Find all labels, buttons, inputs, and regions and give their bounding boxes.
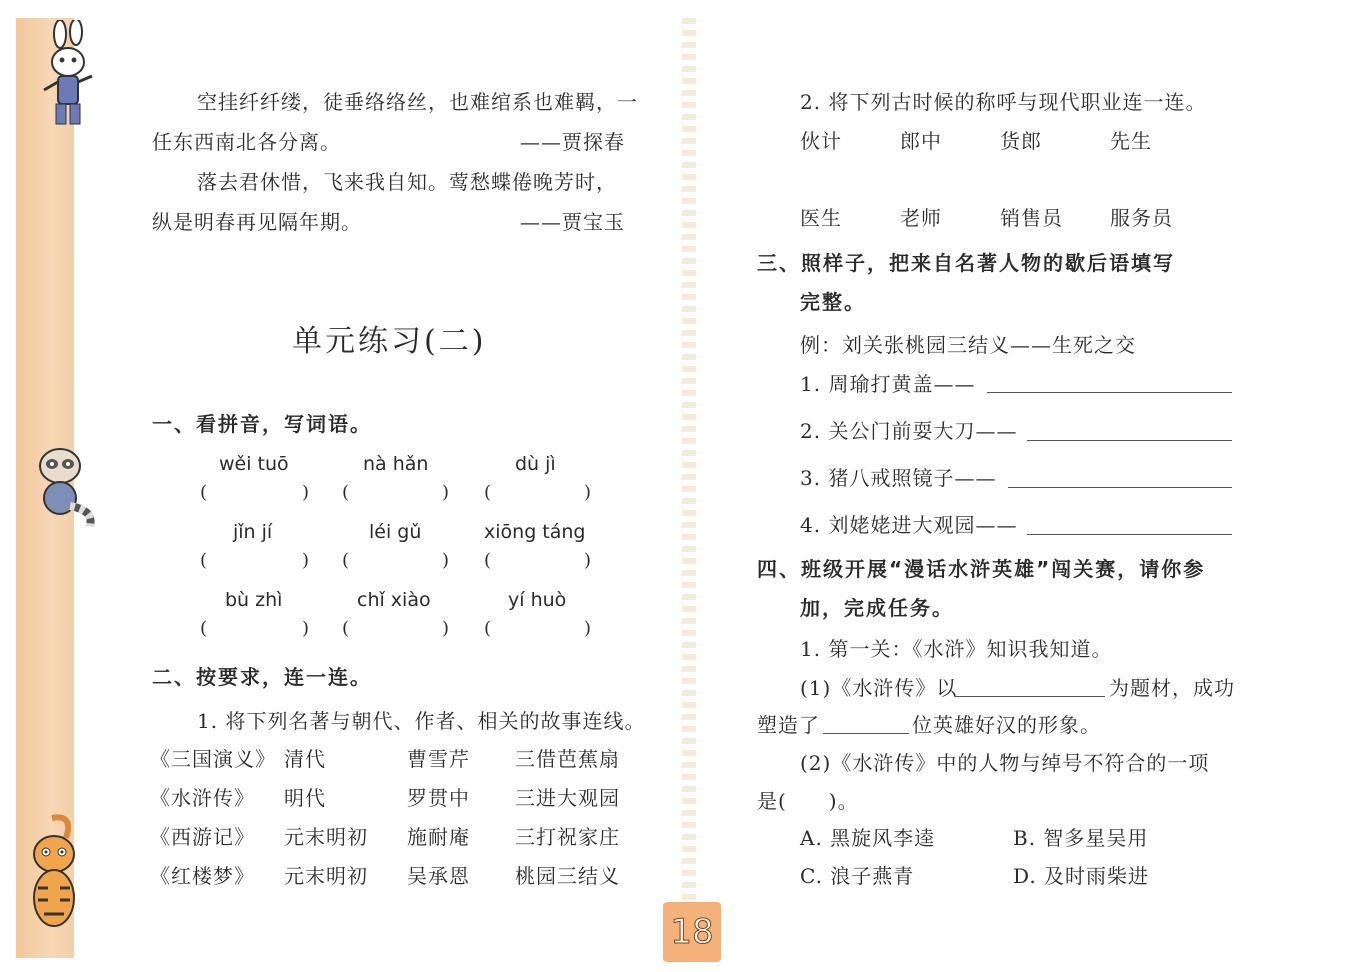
- example-line: 例：刘关张桃园三结义——生死之交: [800, 333, 1136, 357]
- dynasty: 清代: [284, 747, 326, 771]
- poem1-author: ——贾探春: [520, 130, 625, 154]
- ancient-title: 伙计: [800, 129, 842, 153]
- option-b[interactable]: B. 智多星吴用: [1013, 826, 1149, 850]
- answer-box-close: ): [584, 550, 592, 571]
- answer-box-close: ): [442, 482, 450, 503]
- pinyin-r2c1: jǐn jí: [233, 521, 273, 543]
- tiger-cartoon-icon: [24, 814, 86, 934]
- story: 三借芭蕉扇: [515, 747, 620, 771]
- pinyin-r2c3: xiōng táng: [484, 521, 586, 543]
- answer-box-open: (: [484, 618, 492, 639]
- option-d[interactable]: D. 及时雨柴进: [1013, 864, 1150, 888]
- level-1: 1. 第一关：《水浒》知识我知道。: [800, 637, 1113, 661]
- answer-box-close: ): [302, 618, 310, 639]
- section1-heading: 一、看拼音，写词语。: [152, 412, 372, 436]
- modern-job: 医生: [800, 206, 842, 230]
- answer-box-open: (: [484, 550, 492, 571]
- pinyin-r3c2: chǐ xiào: [357, 589, 431, 611]
- question-a-part3: 塑造了: [757, 713, 820, 737]
- story: 三进大观园: [515, 786, 620, 810]
- author: 罗贯中: [407, 786, 470, 810]
- answer-box-open: (: [342, 482, 350, 503]
- option-c[interactable]: C. 浪子燕青: [800, 864, 915, 888]
- answer-box-open: (: [342, 618, 350, 639]
- pinyin-r2c2: léi gǔ: [369, 521, 422, 543]
- answer-box-close: ): [302, 482, 310, 503]
- question-b-line2: 是( )。: [757, 789, 859, 813]
- book-title: 《水浒传》: [150, 786, 255, 810]
- answer-box-open: (: [200, 618, 208, 639]
- book-title: 《西游记》: [150, 825, 255, 849]
- poem2-line1: 落去君休惜，飞来我自知。莺愁蝶倦晚芳时，: [197, 170, 617, 194]
- ancient-title: 先生: [1110, 129, 1152, 153]
- ancient-title: 货郎: [1000, 129, 1042, 153]
- pinyin-r1c3: dù jì: [515, 453, 556, 475]
- poem1-line2: 任东西南北各分离。: [152, 130, 341, 154]
- question-1: 1. 将下列名著与朝代、作者、相关的故事连线。: [197, 709, 646, 733]
- book-title: 《红楼梦》: [150, 864, 255, 888]
- modern-job: 服务员: [1110, 206, 1173, 230]
- rabbit-cartoon-icon: [38, 20, 98, 132]
- answer-blank[interactable]: [1008, 487, 1232, 488]
- author: 施耐庵: [407, 825, 470, 849]
- section4-heading-cont: 加，完成任务。: [800, 596, 954, 620]
- xiehouyu-4: 4. 刘姥姥进大观园——: [800, 513, 1018, 537]
- xiehouyu-3: 3. 猪八戒照镜子——: [800, 466, 997, 490]
- question-2: 2. 将下列古时候的称呼与现代职业连一连。: [800, 90, 1207, 114]
- answer-box-open: (: [200, 550, 208, 571]
- pinyin-r3c3: yí huò: [508, 589, 567, 611]
- story: 桃园三结义: [515, 864, 620, 888]
- poem1-line1: 空挂纤纤缕，徒垂络络丝，也难绾系也难羁，一: [197, 90, 638, 114]
- unit-title: 单元练习(二): [292, 324, 487, 359]
- answer-box-close: ): [442, 618, 450, 639]
- dynasty: 元末明初: [284, 864, 368, 888]
- pinyin-r1c2: nà hǎn: [363, 453, 429, 475]
- option-a[interactable]: A. 黑旋风李逵: [800, 826, 936, 850]
- section4-heading: 四、班级开展“漫话水浒英雄”闯关赛，请你参: [757, 557, 1206, 581]
- answer-blank[interactable]: [955, 696, 1105, 697]
- question-a-part1: (1)《水浒传》以: [800, 676, 958, 700]
- poem2-author: ——贾宝玉: [520, 210, 625, 234]
- question-a-part4: 位英雄好汉的形象。: [912, 713, 1101, 737]
- modern-job: 销售员: [1000, 206, 1063, 230]
- answer-blank[interactable]: [823, 733, 909, 734]
- page-number-badge: [663, 902, 721, 962]
- answer-blank[interactable]: [1027, 440, 1232, 441]
- answer-box-open: (: [342, 550, 350, 571]
- pinyin-r1c1: wěi tuō: [219, 453, 289, 475]
- modern-job: 老师: [900, 206, 942, 230]
- author: 曹雪芹: [407, 747, 470, 771]
- section3-heading-cont: 完整。: [800, 290, 866, 314]
- answer-blank[interactable]: [987, 392, 1232, 393]
- story: 三打祝家庄: [515, 825, 620, 849]
- answer-box-close: ): [302, 550, 310, 571]
- question-b-line1: (2)《水浒传》中的人物与绰号不符合的一项: [800, 751, 1210, 775]
- raccoon-cartoon-icon: [24, 440, 100, 530]
- page-fold: [682, 18, 696, 948]
- poem2-line2: 纵是明春再见隔年期。: [152, 210, 362, 234]
- answer-box-close: ): [442, 550, 450, 571]
- answer-box-open: (: [200, 482, 208, 503]
- answer-box-close: ): [584, 618, 592, 639]
- question-a-part2: 为题材，成功: [1109, 676, 1235, 700]
- book-title: 《三国演义》: [150, 747, 276, 771]
- page-number: 18: [670, 912, 714, 952]
- pinyin-r3c1: bù zhì: [225, 589, 283, 611]
- author: 吴承恩: [407, 864, 470, 888]
- section2-heading: 二、按要求，连一连。: [152, 665, 372, 689]
- answer-blank[interactable]: [1027, 534, 1232, 535]
- xiehouyu-1: 1. 周瑜打黄盖——: [800, 372, 976, 396]
- xiehouyu-2: 2. 关公门前耍大刀——: [800, 419, 1018, 443]
- section3-heading: 三、照样子，把来自名著人物的歇后语填写: [757, 251, 1175, 275]
- answer-box-open: (: [484, 482, 492, 503]
- ancient-title: 郎中: [900, 129, 942, 153]
- dynasty: 元末明初: [284, 825, 368, 849]
- dynasty: 明代: [284, 786, 326, 810]
- answer-box-close: ): [584, 482, 592, 503]
